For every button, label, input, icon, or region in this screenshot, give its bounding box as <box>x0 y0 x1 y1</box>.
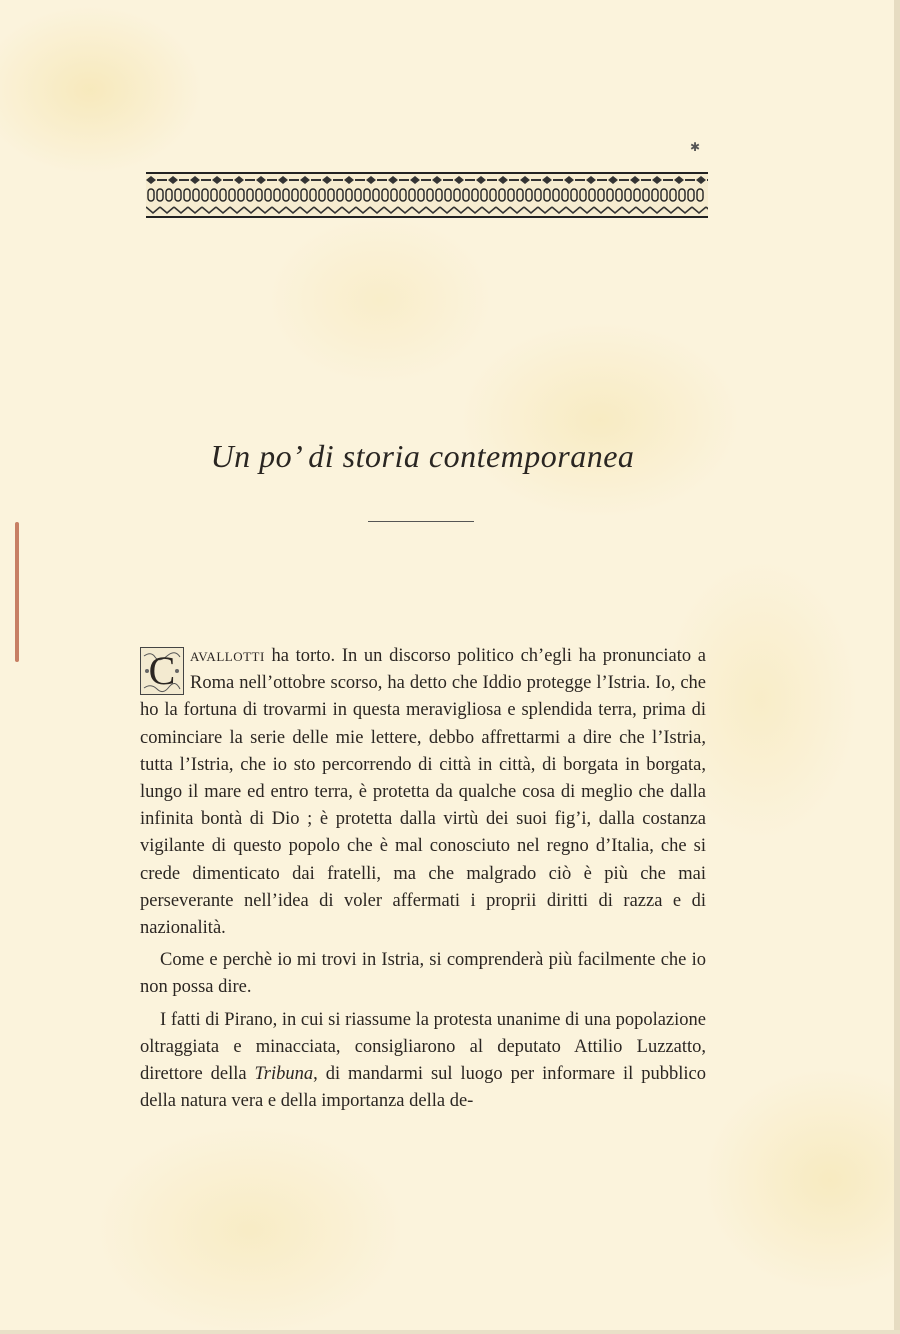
dropcap-letter: C <box>148 648 176 693</box>
article-body <box>140 643 706 1115</box>
lead-word: avallotti <box>190 646 265 666</box>
paragraph <box>140 1007 706 1116</box>
page-edge <box>894 0 900 1334</box>
page-title: Un po’ di storia contemporanea <box>210 438 635 474</box>
printer-mark-icon: ✱ <box>690 140 701 154</box>
paragraph-text: , di mandarmi sul luogo per informare il pubblico della natura vera e della importanza della de- <box>140 1064 706 1112</box>
newspaper-name: Tribuna <box>254 1064 314 1085</box>
paragraph-text: I fatti di Pirano, in cui si riassume la protesta unanime di una popolazione oltraggiata e minacciata, consigliarono al deputato Attilio Luzzatto, direttore della <box>140 1009 706 1085</box>
title-divider <box>368 521 474 522</box>
paragraph-text: ha torto. In un discorso politico ch’egli ha pronunciato a Roma nell’ottobre scorso, ha detto che Iddio protegge l’Istria. Io, che ho la fortuna di trovarmi in questa meravigliosa e splendida terra, prima di cominciare la serie delle mie lettere, debbo affrettarmi a dire che l’Istria, tutta l’Istria, che io sto percorrendo di città in città, di borgata in borgata, lungo il mare ed entro terra, è protetta da qualche cosa di meglio che dalla infinita bontà di Dio ; è protetta dalla virtù dei suoi fig’i, dalla costanza vigilante di questo popolo che è mal conosciuto nel regno d’Italia, che si crede dimenticato dai fratelli, ma che malgrado ciò è più che mai perseverante nell’idea di voler affermati i proprii diritti di razza e di nazionalità. <box>140 646 706 939</box>
decorated-initial-icon <box>140 647 184 695</box>
paragraph <box>140 643 706 942</box>
margin-mark <box>15 522 19 662</box>
ornamental-border-icon <box>146 170 708 220</box>
paragraph: Come e perchè io mi trovi in Istria, si comprenderà più facilmente che io non possa dire. <box>140 950 706 998</box>
page-edge-bottom <box>0 1330 900 1334</box>
